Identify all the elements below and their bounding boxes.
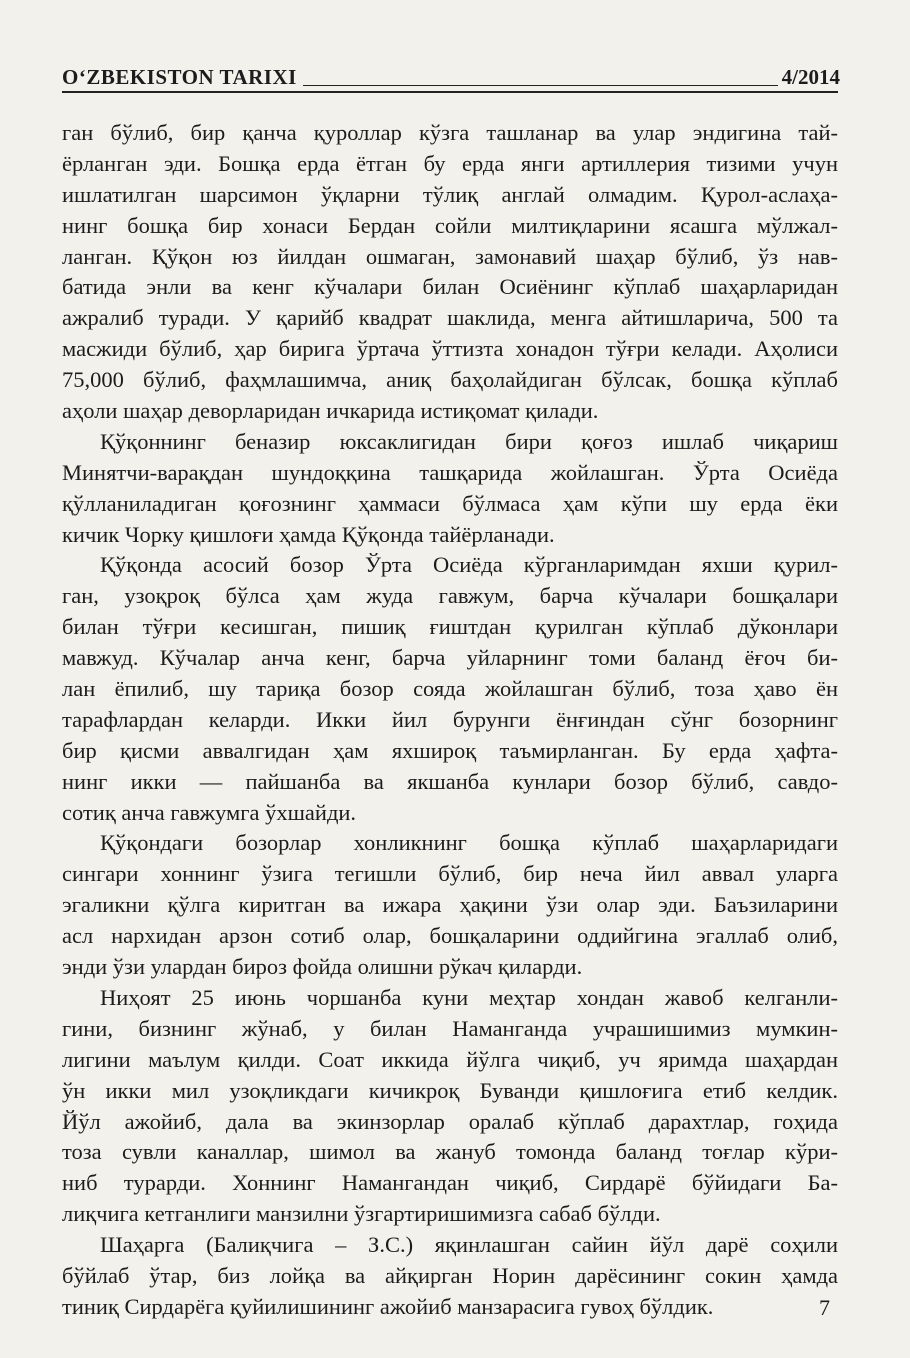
paragraph — [62, 1230, 838, 1323]
text-line: ланган. Қўқон юз йилдан ошмаган, замонавий шаҳар бўлиб, ўз нав- — [62, 243, 838, 269]
text-line: батида энли ва кенг кўчалари билан Осиёнинг кўплаб шаҳарларидан — [62, 274, 838, 300]
paragraph — [62, 118, 838, 427]
text-line: ишлатилган шарсимон ўқларни тўлиқ англай олмадим. Қурол-аслаҳа- — [62, 181, 838, 207]
text-line: ган бўлиб, бир қанча қуроллар кўзга ташланар ва улар эндигина тай- — [62, 120, 838, 145]
text-line: тарафлардан келарди. Икки йил бурунги ёнғиндан сўнг бозорнинг — [62, 706, 838, 732]
text-line: сингари хоннинг ўзига тегишли бўлиб, бир неча йил аввал уларга — [62, 861, 838, 887]
text-line: билан тўғри кесишган, пишиқ ғиштдан қурилган кўплаб дўконлари — [62, 614, 838, 640]
text-line: тиниқ Сирдарёга қуйилишининг ажойиб манзарасига гувоҳ бўлдик. — [62, 1293, 714, 1319]
text-line: нинг икки — пайшанба ва якшанба кунлари бозор бўлиб, савдо- — [62, 768, 838, 794]
text-line: Шаҳарга (Балиқчига – З.С.) яқинлашган сайин йўл дарё соҳили — [100, 1232, 838, 1258]
text-line: гини, бизнинг жўнаб, у билан Наманганда учрашишимиз мумкин- — [62, 1015, 838, 1041]
header-inline-rule — [303, 85, 778, 86]
paragraph — [62, 828, 838, 982]
text-line: Ниҳоят 25 июнь чоршанба куни меҳтар хондан жавоб келганли- — [100, 984, 838, 1010]
header-rule — [62, 91, 838, 93]
text-line: ган, узоқроқ бўлса ҳам жуда гавжум, барча кўчалари бошқалари — [62, 583, 838, 609]
text-line: мавжуд. Кўчалар анча кенг, барча уйларнинг томи баланд ёғоч би- — [62, 645, 838, 671]
text-line: энди ўзи улардан бироз фойда олишни рўкач қиларди. — [62, 954, 583, 980]
issue-number: 4/2014 — [781, 65, 840, 89]
text-line: аҳоли шаҳар деворларидан ичкарида истиқомат қилади. — [62, 398, 599, 424]
text-line: кичик Чорку қишлоғи ҳамда Қўқонда тайёрланади. — [62, 521, 555, 547]
text-line: қўлланиладиган қоғознинг ҳаммаси бўлмаса ҳам кўпи шу ерда ёки — [62, 490, 838, 516]
text-line: Қўқонда асосий бозор Ўрта Осиёда кўрганларимдан яхши қурил- — [100, 552, 838, 578]
text-line: ўн икки мил узоқликдаги кичикроқ Буванди қишлоғига етиб келдик. — [62, 1077, 838, 1103]
text-line: эгаликни қўлга киритган ва ижара ҳақини ўзи олар эди. Баъзиларини — [62, 892, 838, 918]
text-line: нинг бошқа бир хонаси Бердан сойли милтиқларини ясашга мўлжал- — [62, 212, 838, 238]
text-line: бир қисми аввалгидан ҳам яхшироқ таъмирланган. Бу ерда ҳафта- — [62, 737, 838, 763]
paragraph — [62, 550, 838, 828]
text-line: асл нархидан арзон сотиб олар, бошқаларини оддийгина эгаллаб олиб, — [62, 923, 838, 949]
text-line: бўйлаб ўтар, биз лойқа ва айқирган Норин дарёсининг сокин ҳамда — [62, 1262, 838, 1288]
text-line: ажралиб туради. У қарийб квадрат шаклида, менга айтишларича, 500 та — [62, 305, 838, 331]
text-line: Қўқондаги бозорлар хонликнинг бошқа кўплаб шаҳарларидаги — [100, 830, 838, 856]
text-line: сотиқ анча гавжумга ўхшайди. — [62, 799, 357, 825]
page-number: 7 — [819, 1295, 830, 1320]
text-line: лигини маълум қилди. Соат иккида йўлга чиқиб, уч яримда шаҳардан — [62, 1046, 838, 1072]
text-line: Минятчи-варақдан шундоққина ташқарида жойлашган. Ўрта Осиёда — [62, 459, 838, 485]
text-line: тоза сувли каналлар, шимол ва жануб томонда баланд тоғлар кўри- — [62, 1139, 838, 1165]
text-line: ёрланган эди. Бошқа ерда ётган бу ерда янги артиллерия тизими учун — [62, 150, 838, 176]
text-line: лиқчига кетганлиги манзилни ўзгартиришимизга сабаб бўлди. — [62, 1201, 661, 1227]
text-line: Йўл ажойиб, дала ва экинзорлар оралаб кўплаб дарахтлар, гоҳида — [62, 1108, 838, 1134]
journal-title: O‘ZBEKISTON TARIXI — [62, 65, 297, 89]
text-line: Қўқоннинг беназир юксаклигидан бири қоғоз ишлаб чиқариш — [100, 428, 838, 454]
paragraph — [62, 427, 838, 551]
paragraph — [62, 983, 838, 1230]
text-line: 75,000 бўлиб, фаҳмлашимча, аниқ баҳолайдиган бўлсак, бошқа кўплаб — [62, 367, 838, 393]
article-body — [62, 118, 838, 1323]
running-header — [62, 58, 840, 88]
text-line: масжиди бўлиб, ҳар бирига ўртача ўттизта хонадон тўғри келади. Аҳолиси — [62, 336, 838, 362]
text-line: ниб турарди. Хоннинг Намангандан чиқиб, Сирдарё бўйидаги Ба- — [62, 1170, 838, 1196]
text-line: лан ёпилиб, шу тариқа бозор сояда жойлашган бўлиб, тоза ҳаво ён — [62, 676, 838, 702]
